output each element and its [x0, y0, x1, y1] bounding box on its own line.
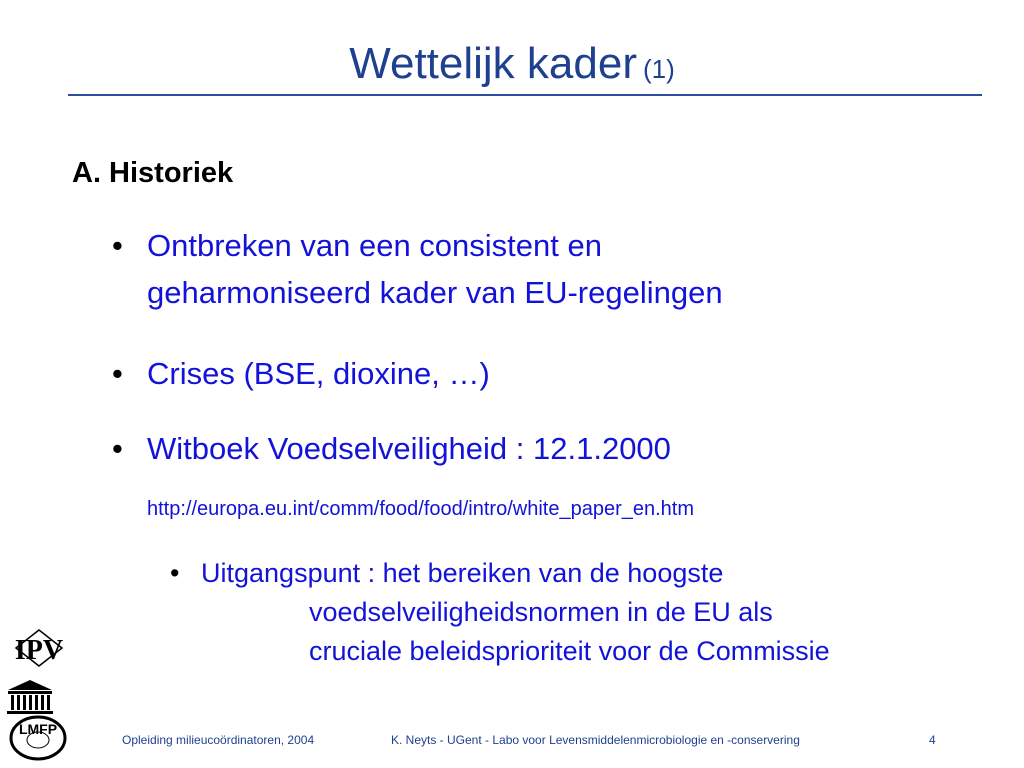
white-paper-link[interactable]: http://europa.eu.int/comm/food/food/intro/white_paper_en.htm — [147, 498, 695, 520]
slide-title-suffix: (1) — [642, 54, 675, 84]
footer-page-number: 4 — [929, 733, 936, 747]
building-logo-icon — [6, 678, 54, 716]
slide-title — [0, 36, 1024, 97]
lmfp-logo-icon — [8, 714, 68, 762]
sub-bullet-marker: • — [170, 558, 180, 588]
section-heading: A. Historiek — [72, 157, 234, 189]
sub-bullet-line-2: voedselveiligheidsnormen in de EU als — [309, 597, 773, 627]
bullet-2-text: Crises (BSE, dioxine, …) — [147, 356, 490, 391]
bullet-marker: • — [112, 228, 123, 263]
footer-author: K. Neyts - UGent - Labo voor Levensmiddelenmicrobiologie en -conservering — [391, 733, 800, 747]
slide-title-text: Wettelijk kader — [349, 39, 637, 88]
title-divider — [68, 94, 982, 96]
bullet-1-line-1: Ontbreken van een consistent en — [147, 228, 602, 263]
bullet-3-text: Witboek Voedselveiligheid : 12.1.2000 — [147, 431, 671, 466]
lmfp-logo-text: LMFP — [18, 721, 58, 737]
bullet-marker: • — [112, 356, 123, 391]
bullet-1-line-2: geharmoniseerd kader van EU-regelingen — [147, 275, 723, 310]
ipv-logo-text: IPV — [14, 635, 64, 666]
sub-bullet-line-1: Uitgangspunt : het bereiken van de hoogste — [201, 558, 724, 588]
sub-bullet-line-3: cruciale beleidsprioriteit voor de Commissie — [309, 636, 830, 666]
footer-course: Opleiding milieucoördinatoren, 2004 — [122, 733, 315, 747]
ipv-logo-icon — [10, 626, 68, 674]
bullet-marker: • — [112, 431, 123, 466]
